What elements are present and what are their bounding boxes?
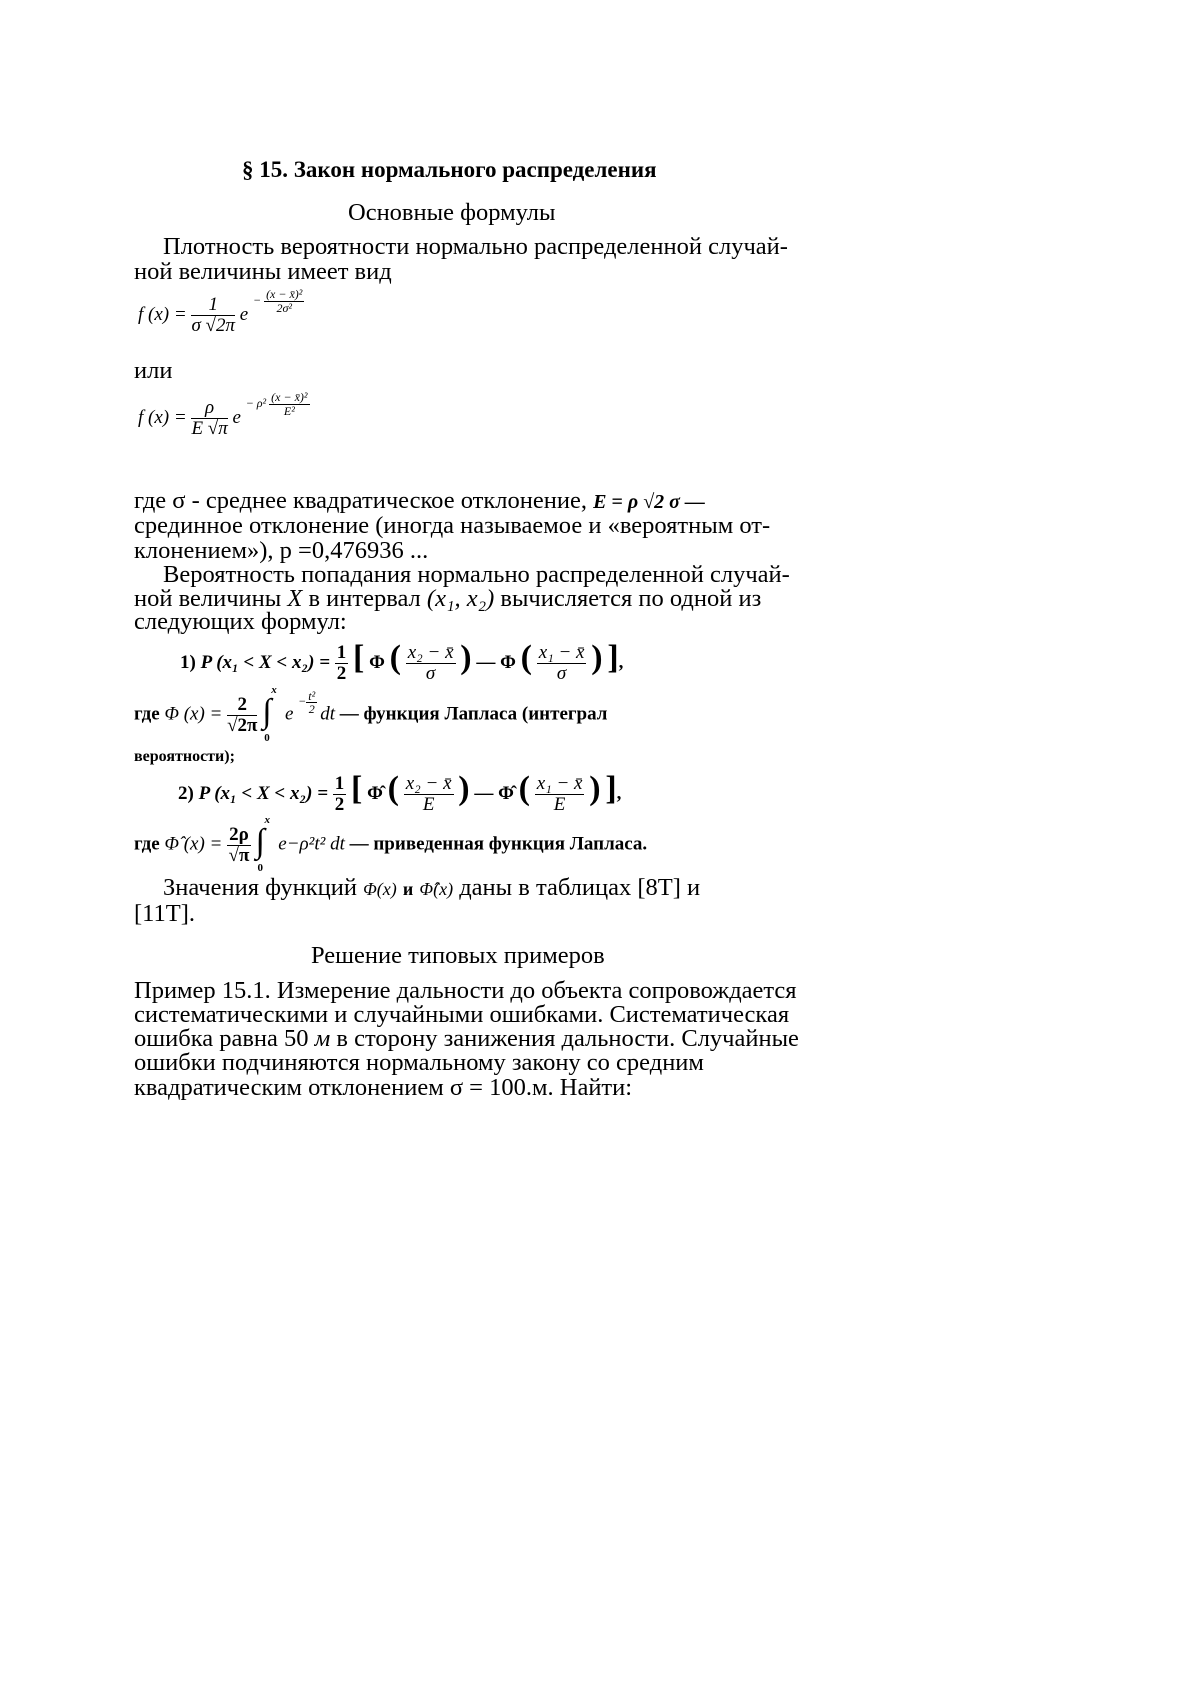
fraction-numerator: x₁ − x̄ [536, 773, 583, 795]
left-bracket: [ [351, 770, 363, 807]
fraction-numerator: 1 [191, 295, 235, 316]
left-paren: ( [389, 639, 401, 676]
fraction-numerator: 1 [336, 642, 347, 664]
fraction-denominator: 2 [334, 794, 345, 816]
fraction-numerator: 2ρ [229, 823, 249, 845]
probability-text: ной величины [134, 585, 282, 612]
exp-prefix: − ρ² [245, 395, 267, 410]
where-word: где [134, 833, 160, 855]
example-line-5: квадратическим отклонением σ = 100.м. Найти: [134, 1074, 633, 1101]
example-line-3 [134, 1025, 799, 1052]
reduced-laplace-symbol: Φ̂ [367, 783, 383, 804]
probability-text: в интервал [308, 585, 421, 612]
argument-fraction [406, 643, 456, 684]
integral-lower-limit: 0 [257, 862, 264, 874]
or-word: или [134, 357, 173, 384]
right-paren: ) [589, 770, 601, 807]
differential: dt [320, 703, 335, 725]
exp-base: e [239, 303, 249, 325]
exp-base: e [232, 406, 241, 428]
intro-line-2: ной величины имеет вид [134, 258, 392, 285]
tables-note-text: даны в таблицах [8T] и [459, 874, 701, 901]
fraction-numerator: x₂ − x̄ [407, 642, 454, 664]
integrand-base: e [284, 703, 294, 725]
exp-fraction [269, 391, 309, 417]
example-line-1: Пример 15.1. Измерение дальности до объекта сопровождается [134, 977, 797, 1004]
integrand-exponent: − t² 2 [298, 688, 316, 717]
integral-symbol: ∫ [255, 823, 265, 860]
right-bracket: ] [607, 639, 619, 676]
random-variable: X [287, 585, 303, 612]
section-title: § 15. Закон нормального распределения [242, 157, 657, 182]
probability-line-3: следующих формул: [134, 608, 347, 635]
probability-formula-1: 1) P (x₁ < X < x₂) = $\frac{1}{2}$ [ Φ ( $\frac{\text{x₂ − x̄}}{\sigma}$ ) — Φ ( $\frac{\text{x₁ − x̄}}{\sigma}$ ) ], [180, 639, 624, 685]
formula-lhs: Φ (x) = [164, 703, 223, 725]
probability-text: вычисляется по одной из [500, 585, 762, 612]
exp-numerator: (x − x̄)² [271, 389, 308, 404]
right-paren: ) [460, 639, 472, 676]
conjunction: и [402, 879, 414, 899]
fraction-denominator: E [553, 794, 566, 816]
half-fraction [335, 643, 349, 684]
example-line-4: ошибки подчиняются нормальному закону со средним [134, 1049, 704, 1076]
laplace-description-2: вероятности); [134, 748, 235, 765]
section-subtitle: Основные формулы [348, 199, 556, 226]
tables-note-line-2: [11T]. [134, 900, 195, 927]
tables-note-text: Значения функций [163, 874, 357, 901]
fraction-denominator: σ [556, 663, 567, 685]
formula-lhs: f (x) = [138, 303, 187, 325]
exp-sign: − [252, 292, 262, 307]
laplace-function: Φ(x) [363, 879, 397, 899]
definition-line-2: срединное отклонение (иногда называемое и «вероятным от- [134, 512, 771, 539]
exp-denominator: 2 [308, 702, 315, 717]
fraction-numerator: x₂ − x̄ [405, 773, 452, 795]
laplace-symbol: Φ [500, 652, 516, 673]
argument-fraction [535, 774, 585, 815]
formula-density-2 [138, 389, 310, 439]
integral-sign [255, 814, 274, 874]
intro-line-1: Плотность вероятности нормально распределенной случай- [163, 233, 788, 260]
interval: (x₁, x₂) [426, 585, 495, 612]
formula-lhs: P (x₁ < X < x₂) = [200, 652, 331, 673]
reduced-laplace-definition [134, 814, 648, 874]
left-paren: ( [387, 770, 399, 807]
unit: м [314, 1025, 331, 1052]
exp-numerator: t² [308, 688, 316, 703]
formula-fraction [191, 295, 235, 336]
right-bracket: ] [605, 770, 617, 807]
where-word: где [134, 703, 160, 725]
fraction-numerator: 2 [227, 695, 257, 716]
laplace-definition [134, 684, 608, 744]
integral-upper-limit: x [271, 684, 277, 696]
median-deviation-formula: E = ρ √2 σ — [593, 491, 705, 513]
laplace-description: — функция Лапласа (интеграл [339, 703, 608, 725]
coef-fraction [227, 695, 257, 736]
right-paren: ) [591, 639, 603, 676]
fraction-numerator: 1 [334, 773, 345, 795]
integral-sign [262, 684, 280, 744]
fraction-denominator: 2 [336, 663, 347, 685]
fraction-numerator: x₁ − x̄ [538, 642, 585, 664]
left-paren: ( [518, 770, 530, 807]
reduced-laplace-symbol: Φ̂ [498, 783, 514, 804]
examples-heading: Решение типовых примеров [311, 942, 605, 969]
argument-fraction [404, 774, 454, 815]
right-paren: ) [458, 770, 470, 807]
integral-symbol: ∫ [262, 693, 272, 730]
minus-sign: — [474, 783, 494, 804]
integrand: e−ρ²t² dt [278, 833, 345, 855]
integral-upper-limit: x [264, 814, 271, 826]
example-text: ошибка равна 50 [134, 1025, 309, 1052]
example-line-2: систематическими и случайными ошибками. Систематическая [134, 1001, 790, 1028]
exp-numerator: (x − x̄)² [266, 286, 303, 301]
exp-fraction [264, 288, 304, 314]
exp-denominator: 2σ² [276, 300, 292, 315]
exponent [245, 389, 310, 418]
fraction-denominator: √π [228, 844, 250, 866]
formula-lhs: P (x₁ < X < x₂) = [198, 783, 329, 804]
fraction-denominator: √2π [227, 714, 258, 736]
probability-formula-2: 2) P (x₁ < X < x₂) = $\frac{1}{2}$ [ Φ̂ ( $\frac{\text{x₂ − x̄}}{E}$ ) — Φ̂ ( $\frac{\text{x₁ − x̄}}{E}$ ) ], [178, 770, 622, 816]
half-fraction [333, 774, 347, 815]
definition-text: где σ - среднее квадратическое отклонение, [134, 487, 587, 514]
exponent [252, 286, 304, 315]
tables-note-line-1 [163, 874, 700, 903]
fraction-denominator: σ √2π [191, 314, 236, 336]
formula-fraction [191, 398, 227, 439]
minus-sign: — [476, 652, 496, 673]
formula-lhs: Φ̂ (x) = [164, 833, 223, 855]
fraction-denominator: E [422, 794, 435, 816]
reduced-laplace-description: — приведенная функция Лапласа. [349, 833, 648, 855]
definition-line-3: клонением»), р =0,476936 ... [134, 537, 429, 564]
argument-fraction [537, 643, 587, 684]
reduced-laplace-function: Φ̂(x) [419, 879, 454, 899]
integral-lower-limit: 0 [264, 732, 270, 744]
exp-denominator: E² [283, 403, 295, 418]
fraction-denominator: σ [425, 663, 436, 685]
formula-lhs: f (x) = [138, 406, 187, 428]
formula-density-1 [138, 286, 304, 336]
left-paren: ( [520, 639, 532, 676]
laplace-symbol: Φ [369, 652, 385, 673]
formula-number: 1) [180, 652, 196, 673]
left-bracket: [ [353, 639, 365, 676]
coef-fraction [227, 825, 251, 866]
fraction-numerator: ρ [191, 398, 227, 419]
example-text: в сторону занижения дальности. Случайные [336, 1025, 799, 1052]
formula-number: 2) [178, 783, 194, 804]
fraction-denominator: E √π [191, 417, 228, 439]
probability-line-1: Вероятность попадания нормально распределенной случай- [163, 561, 790, 588]
